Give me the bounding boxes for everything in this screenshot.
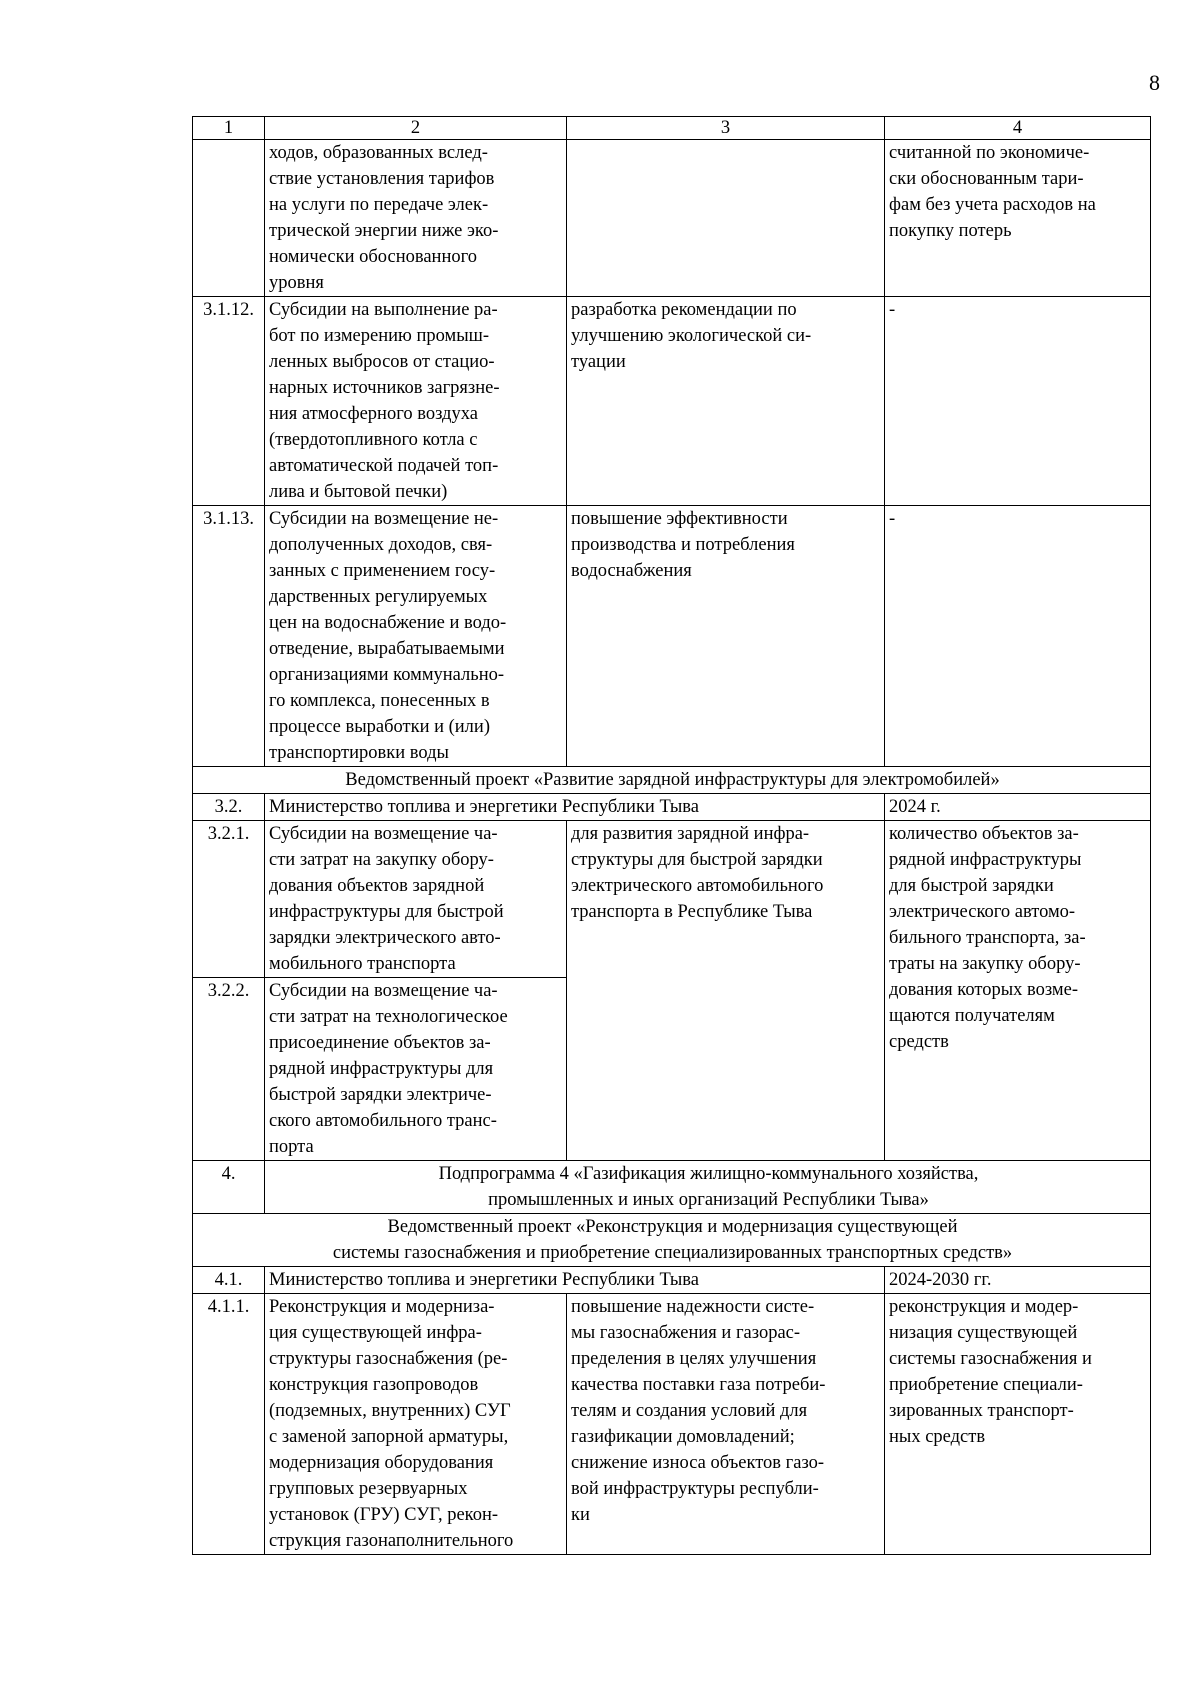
header-col-2: 2 [265,117,567,140]
activity-name: Субсидии на выполнение ра- бот по измерению промыш- ленных выбросов от стацио- нарных источников загрязне- ния атмосферного воздуха (твердотопливного котла с автоматической подачей топ- лива и бытовой печки) [265,297,567,506]
implementation-years: 2024-2030 гг. [885,1267,1151,1294]
implementation-years: 2024 г. [885,794,1151,821]
table-row [193,794,1151,821]
table-row [193,821,1151,978]
row-number: 3.1.13. [193,506,265,767]
project-heading-gas-supply: Ведомственный проект «Реконструкция и модернизация существующей системы газоснабжения и приобретение специализированных транспортных средств» [193,1214,1151,1267]
page-number: 8 [1149,70,1160,95]
responsible-organization: Министерство топлива и энергетики Республики Тыва [265,794,885,821]
header-col-3: 3 [567,117,885,140]
activity-name: Субсидии на возмещение не- дополученных доходов, свя- занных с применением госу- дарственных регулируемых цен на водоснабжение и водо- отведение, вырабатываемыми организациями коммунально- го комплекса, понесенных в процессе выработки и (или) транспортировки воды [265,506,567,767]
table-row [193,140,1151,297]
project-heading-ev-charging: Ведомственный проект «Развитие зарядной инфраструктуры для электромобилей» [193,767,1151,794]
project-heading-row [193,1214,1151,1267]
table-row [193,506,1151,767]
project-heading-row [193,767,1151,794]
activity-name: Реконструкция и модерниза- ция существующей инфра- структуры газоснабжения (ре- конструкция газопроводов (подземных, внутренних) СУГ с заменой запорной арматуры, модернизация оборудования групповых резервуарных установок (ГРУ) СУГ, рекон- струкция газонаполнительного [265,1294,567,1555]
row-number: 3.2. [193,794,265,821]
row-number: 3.1.12. [193,297,265,506]
row-number: 3.2.2. [193,978,265,1161]
row-number: 4.1.1. [193,1294,265,1555]
activity-indicator: - [885,297,1151,506]
subprogram-row [193,1161,1151,1214]
table-row [193,1294,1151,1555]
activity-name: Субсидии на возмещение ча- сти затрат на технологическое присоединение объектов за- рядной инфраструктуры для быстрой зарядки электриче- ского автомобильного транс- порта [265,978,567,1161]
activity-indicator: - [885,506,1151,767]
row-number: 4. [193,1161,265,1214]
activity-goal [567,140,885,297]
activities-table [192,116,1151,1555]
activity-goal: разработка рекомендации по улучшению экологической си- туации [567,297,885,506]
header-col-4: 4 [885,117,1151,140]
activity-indicator: считанной по экономиче- ски обоснованным тари- фам без учета расходов на покупку потерь [885,140,1151,297]
responsible-organization: Министерство топлива и энергетики Республики Тыва [265,1267,885,1294]
row-number: 4.1. [193,1267,265,1294]
activity-indicator: количество объектов за- рядной инфраструктуры для быстрой зарядки электрического автомо- бильного транспорта, за- траты на закупку обору- дования которых возме- щаются получателям средств [885,821,1151,1161]
activity-goal: для развития зарядной инфра- структуры для быстрой зарядки электрического автомобильного транспорта в Республике Тыва [567,821,885,1161]
header-col-1: 1 [193,117,265,140]
activity-goal: повышение надежности систе- мы газоснабжения и газорас- пределения в целях улучшения качества поставки газа потреби- телям и создания условий для газификации домовладений; снижение износа объектов газо- вой инфраструктуры республи- ки [567,1294,885,1555]
activity-indicator: реконструкция и модер- низация существующей системы газоснабжения и приобретение специали- зированных транспорт- ных средств [885,1294,1151,1555]
activity-name: Субсидии на возмещение ча- сти затрат на закупку обору- дования объектов зарядной инфраструктуры для быстрой зарядки электрического авто- мобильного транспорта [265,821,567,978]
activity-goal: повышение эффективности производства и потребления водоснабжения [567,506,885,767]
table-row [193,1267,1151,1294]
row-number: 3.2.1. [193,821,265,978]
row-number [193,140,265,297]
activity-name: ходов, образованных вслед- ствие установления тарифов на услуги по передаче элек- трической энергии ниже эко- номически обоснованного уровня [265,140,567,297]
table-header-row [193,117,1151,140]
table-row [193,297,1151,506]
subprogram-title: Подпрограмма 4 «Газификация жилищно-коммунального хозяйства, промышленных и иных организаций Республики Тыва» [265,1161,1151,1214]
